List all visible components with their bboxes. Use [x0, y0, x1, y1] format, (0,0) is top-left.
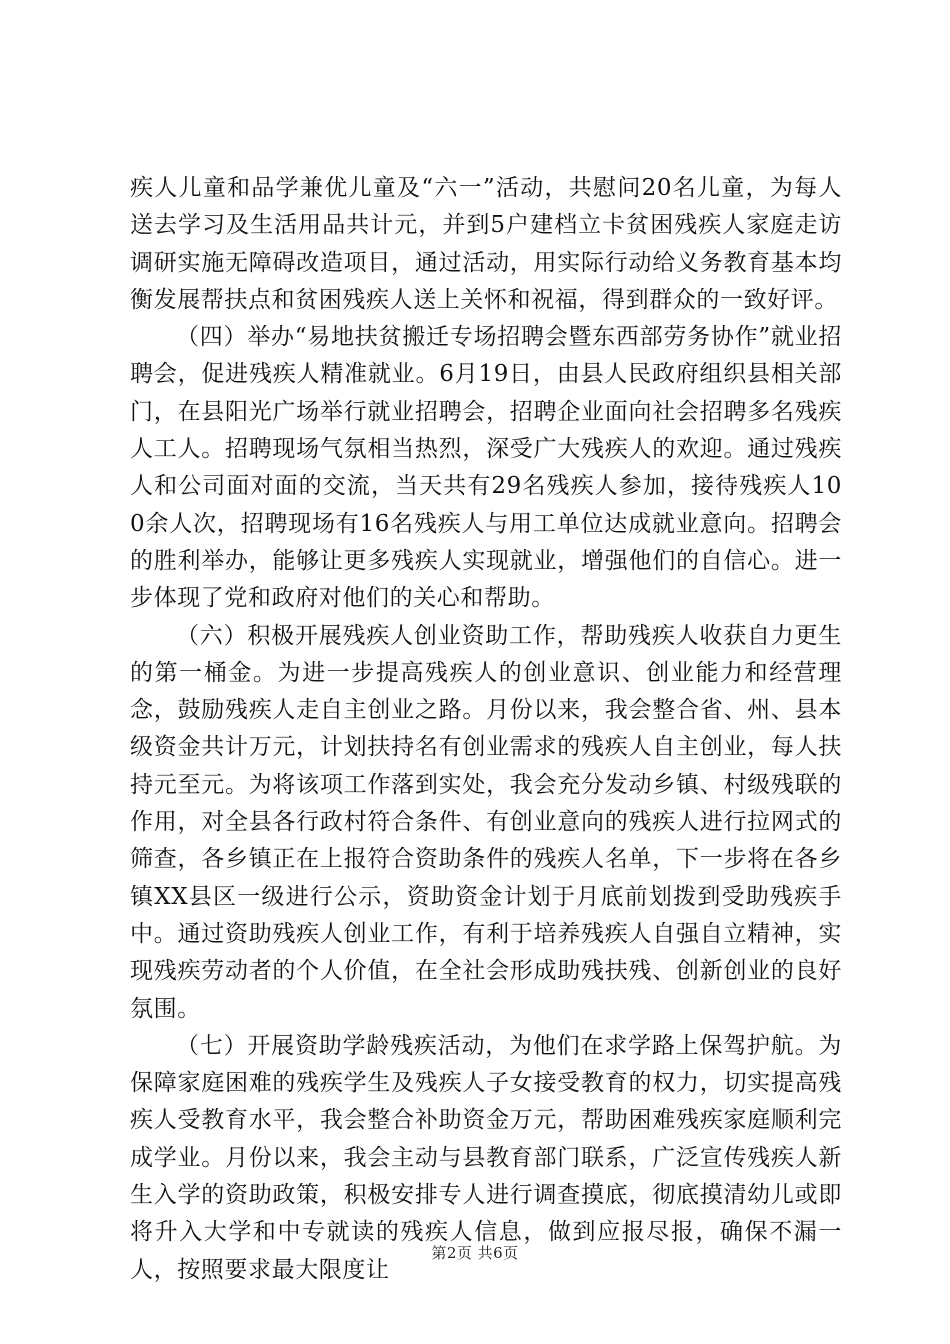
- paragraph-section-4: （四）举办“易地扶贫搬迁专场招聘会暨东西部劳务协作”就业招聘会，促进残疾人精准就业。6月19日，由县人民政府组织县相关部门，在县阳光广场举行就业招聘会，招聘企业面向社会招聘多名残疾人工人。招聘现场气氛相当热烈，深受广大残疾人的欢迎。通过残疾人和公司面对面的交流，当天共有29名残疾人参加，接待残疾人100余人次，招聘现场有16名残疾人与用工单位达成就业意向。招聘会的胜利举办，能够让更多残疾人实现就业，增强他们的自信心。进一步体现了党和政府对他们的关心和帮助。: [130, 324, 842, 612]
- paragraph-continuation: 疾人儿童和品学兼优儿童及“六一”活动，共慰问20名儿童，为每人送去学习及生活用品共计元，并到5户建档立卡贫困残疾人家庭走访调研实施无障碍改造项目，通过活动，用实际行动给义务教育基本均衡发展帮扶点和贫困残疾人送上关怀和祝福，得到群众的一致好评。: [130, 175, 842, 313]
- document-body: [130, 170, 842, 1289]
- paragraph-section-7: （七）开展资助学龄残疾活动，为他们在求学路上保驾护航。为保障家庭困难的残疾学生及残疾人子女接受教育的权力，切实提高残疾人受教育水平，我会整合补助资金万元，帮助困难残疾家庭顺利完成学业。月份以来，我会主动与县教育部门联系，广泛宣传残疾人新生入学的资助政策，积极安排专人进行调查摸底，彻底摸清幼儿或即将升入大学和中专就读的残疾人信息，做到应报尽报，确保不漏一人，按照要求最大限度让: [130, 1032, 842, 1283]
- page-number-footer: 第2页 共6页: [431, 1244, 519, 1262]
- paragraph-section-6: （六）积极开展残疾人创业资助工作，帮助残疾人收获自力更生的第一桶金。为进一步提高残疾人的创业意识、创业能力和经营理念，鼓励残疾人走自主创业之路。月份以来，我会整合省、州、县本级资金共计万元，计划扶持名有创业需求的残疾人自主创业，每人扶持元至元。为将该项工作落到实处，我会充分发动乡镇、村级残联的作用，对全县各行政村符合条件、有创业意向的残疾人进行拉网式的筛查，各乡镇正在上报符合资助条件的残疾人名单，下一步将在各乡镇XX县区一级进行公示，资助资金计划于月底前划拨到受助残疾手中。通过资助残疾人创业工作，有利于培养残疾人自强自立精神，实现残疾劳动者的个人价值，在全社会形成助残扶残、创新创业的良好氛围。: [130, 622, 842, 1022]
